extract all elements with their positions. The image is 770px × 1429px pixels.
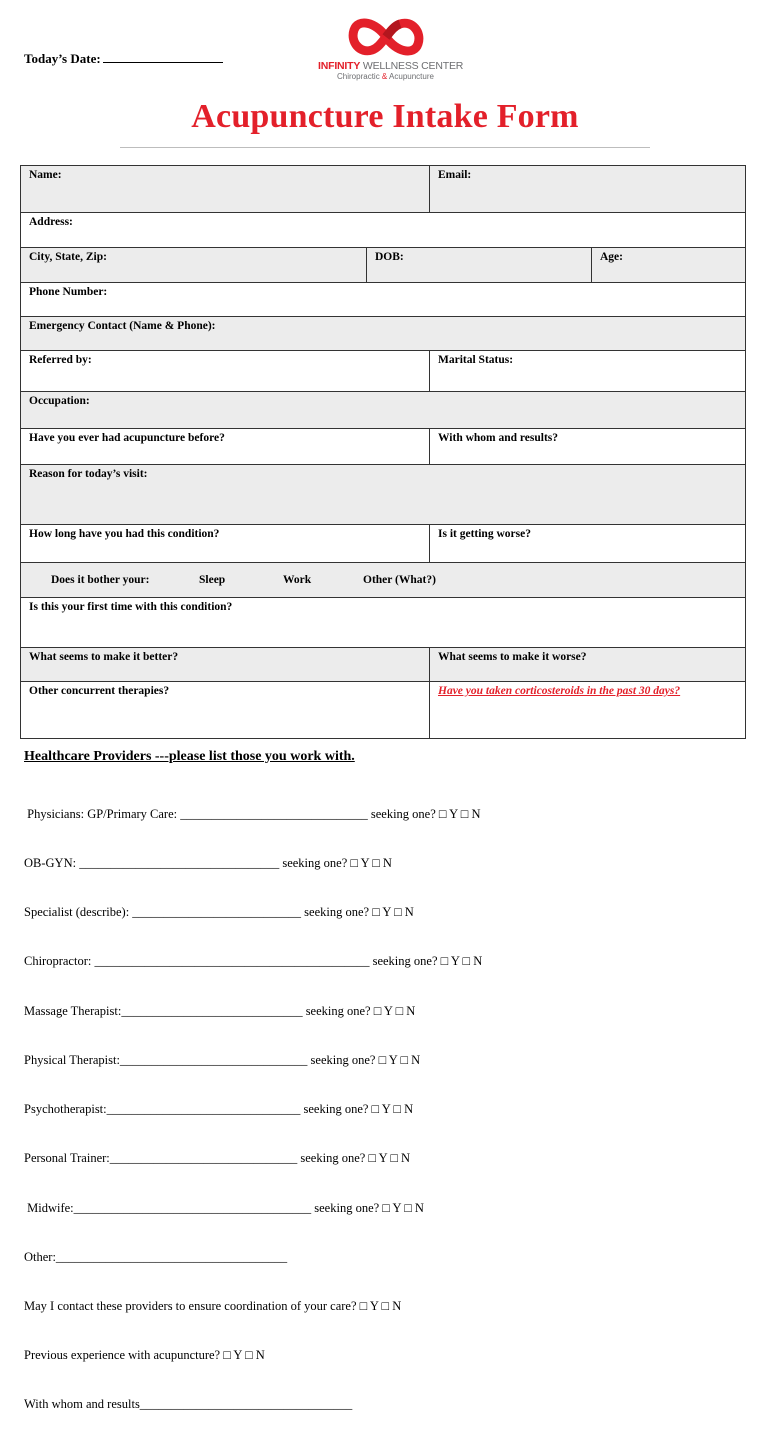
make-worse-field[interactable]: What seems to make it worse? xyxy=(429,648,745,681)
dob-field[interactable]: DOB: xyxy=(366,248,591,282)
phone-number-field[interactable]: Phone Number: xyxy=(29,286,108,298)
form-row-bother xyxy=(20,562,746,597)
page-title: Acupuncture Intake Form xyxy=(191,98,579,135)
infinity-logo-icon xyxy=(346,14,426,60)
date-blank-line[interactable] xyxy=(103,50,223,63)
city-state-zip-field[interactable]: City, State, Zip: xyxy=(29,251,107,263)
concurrent-therapies-field[interactable]: Other concurrent therapies? xyxy=(29,685,170,697)
form-row-first-time xyxy=(20,597,746,647)
address-field[interactable]: Address: xyxy=(29,216,73,228)
contact-providers-question[interactable]: May I contact these providers to ensure coordination of your care? □ Y □ N xyxy=(24,1299,402,1313)
form-row-city-dob-age xyxy=(20,247,746,282)
form-row-referred-marital xyxy=(20,350,746,391)
form-row-reason xyxy=(20,464,746,524)
logo-tagline: Chiropractic & Acupuncture xyxy=(337,72,434,81)
healthcare-providers-heading: Healthcare Providers ---please list those you work with. xyxy=(24,749,355,764)
getting-worse-field[interactable]: Is it getting worse? xyxy=(429,525,745,562)
provider-line-chiropractor[interactable]: Chiropractor: ____________________________________________ seeking one? □ Y □ N xyxy=(24,954,483,969)
other-checkbox[interactable]: Other (What?) xyxy=(363,574,436,586)
form-row-therapies xyxy=(20,681,746,739)
form-row-name-email xyxy=(20,165,746,212)
sleep-checkbox[interactable]: Sleep xyxy=(199,574,226,586)
form-row-emergency xyxy=(20,316,746,350)
intake-form-table xyxy=(20,165,746,739)
first-time-condition-field[interactable]: Is this your first time with this condition? xyxy=(29,601,233,613)
make-better-field[interactable]: What seems to make it better? xyxy=(29,651,179,663)
form-row-acupuncture-before xyxy=(20,428,746,464)
form-row-address xyxy=(20,212,746,247)
title-divider xyxy=(120,147,650,148)
reason-for-visit-field[interactable]: Reason for today’s visit: xyxy=(29,468,148,480)
marital-status-field[interactable]: Marital Status: xyxy=(429,351,745,391)
name-field[interactable]: Name: xyxy=(29,169,62,181)
provider-line-psychotherapist[interactable]: Psychotherapist:_______________________________ seeking one? □ Y □ N xyxy=(24,1102,414,1117)
form-row-occupation xyxy=(20,391,746,428)
had-acupuncture-field[interactable]: Have you ever had acupuncture before? xyxy=(29,432,225,444)
provider-line-obgyn[interactable]: OB-GYN: ________________________________ seeking one? □ Y □ N xyxy=(24,856,392,871)
provider-line-personal-trainer[interactable]: Personal Trainer:______________________________ seeking one? □ Y □ N xyxy=(24,1151,411,1166)
with-whom-results-field[interactable]: With whom and results? xyxy=(429,429,745,464)
occupation-field[interactable]: Occupation: xyxy=(29,395,90,407)
work-checkbox[interactable]: Work xyxy=(283,574,312,586)
provider-line-midwife[interactable]: Midwife:______________________________________ seeking one? □ Y □ N xyxy=(24,1200,424,1215)
provider-line-massage[interactable]: Massage Therapist:_____________________________ seeking one? □ Y □ N xyxy=(24,1003,416,1018)
provider-line-other[interactable]: Other:_____________________________________ xyxy=(24,1249,288,1264)
age-field[interactable]: Age: xyxy=(591,248,745,282)
logo-brand-text: INFINITY WELLNESS CENTER xyxy=(318,60,464,72)
form-row-phone xyxy=(20,282,746,316)
todays-date-label: Today’s Date: xyxy=(24,51,101,66)
healthcare-providers-list xyxy=(24,773,482,1429)
with-whom-results-line[interactable]: With whom and results__________________________________ xyxy=(24,1397,353,1412)
provider-line-physical-therapist[interactable]: Physical Therapist:______________________________ seeking one? □ Y □ N xyxy=(24,1052,421,1067)
todays-date-field[interactable] xyxy=(24,50,223,67)
form-row-condition xyxy=(20,524,746,562)
previous-experience-question[interactable]: Previous experience with acupuncture? □ Y □ N xyxy=(24,1348,265,1363)
corticosteroids-field[interactable]: Have you taken corticosteroids in the past 30 days? xyxy=(429,682,745,738)
bother-label: Does it bother your: xyxy=(51,574,150,586)
how-long-condition-field[interactable]: How long have you had this condition? xyxy=(29,528,220,540)
form-row-better-worse xyxy=(20,647,746,681)
bother-checkbox-group xyxy=(21,563,745,597)
provider-line-physician[interactable]: Physicians: GP/Primary Care: ______________________________ seeking one? □ Y □ N xyxy=(24,806,481,821)
email-field[interactable]: Email: xyxy=(429,166,745,212)
clinic-logo xyxy=(318,14,464,84)
emergency-contact-field[interactable]: Emergency Contact (Name & Phone): xyxy=(29,320,216,332)
provider-line-specialist[interactable]: Specialist (describe): ___________________________ seeking one? □ Y □ N xyxy=(24,905,414,920)
referred-by-field[interactable]: Referred by: xyxy=(29,354,92,366)
